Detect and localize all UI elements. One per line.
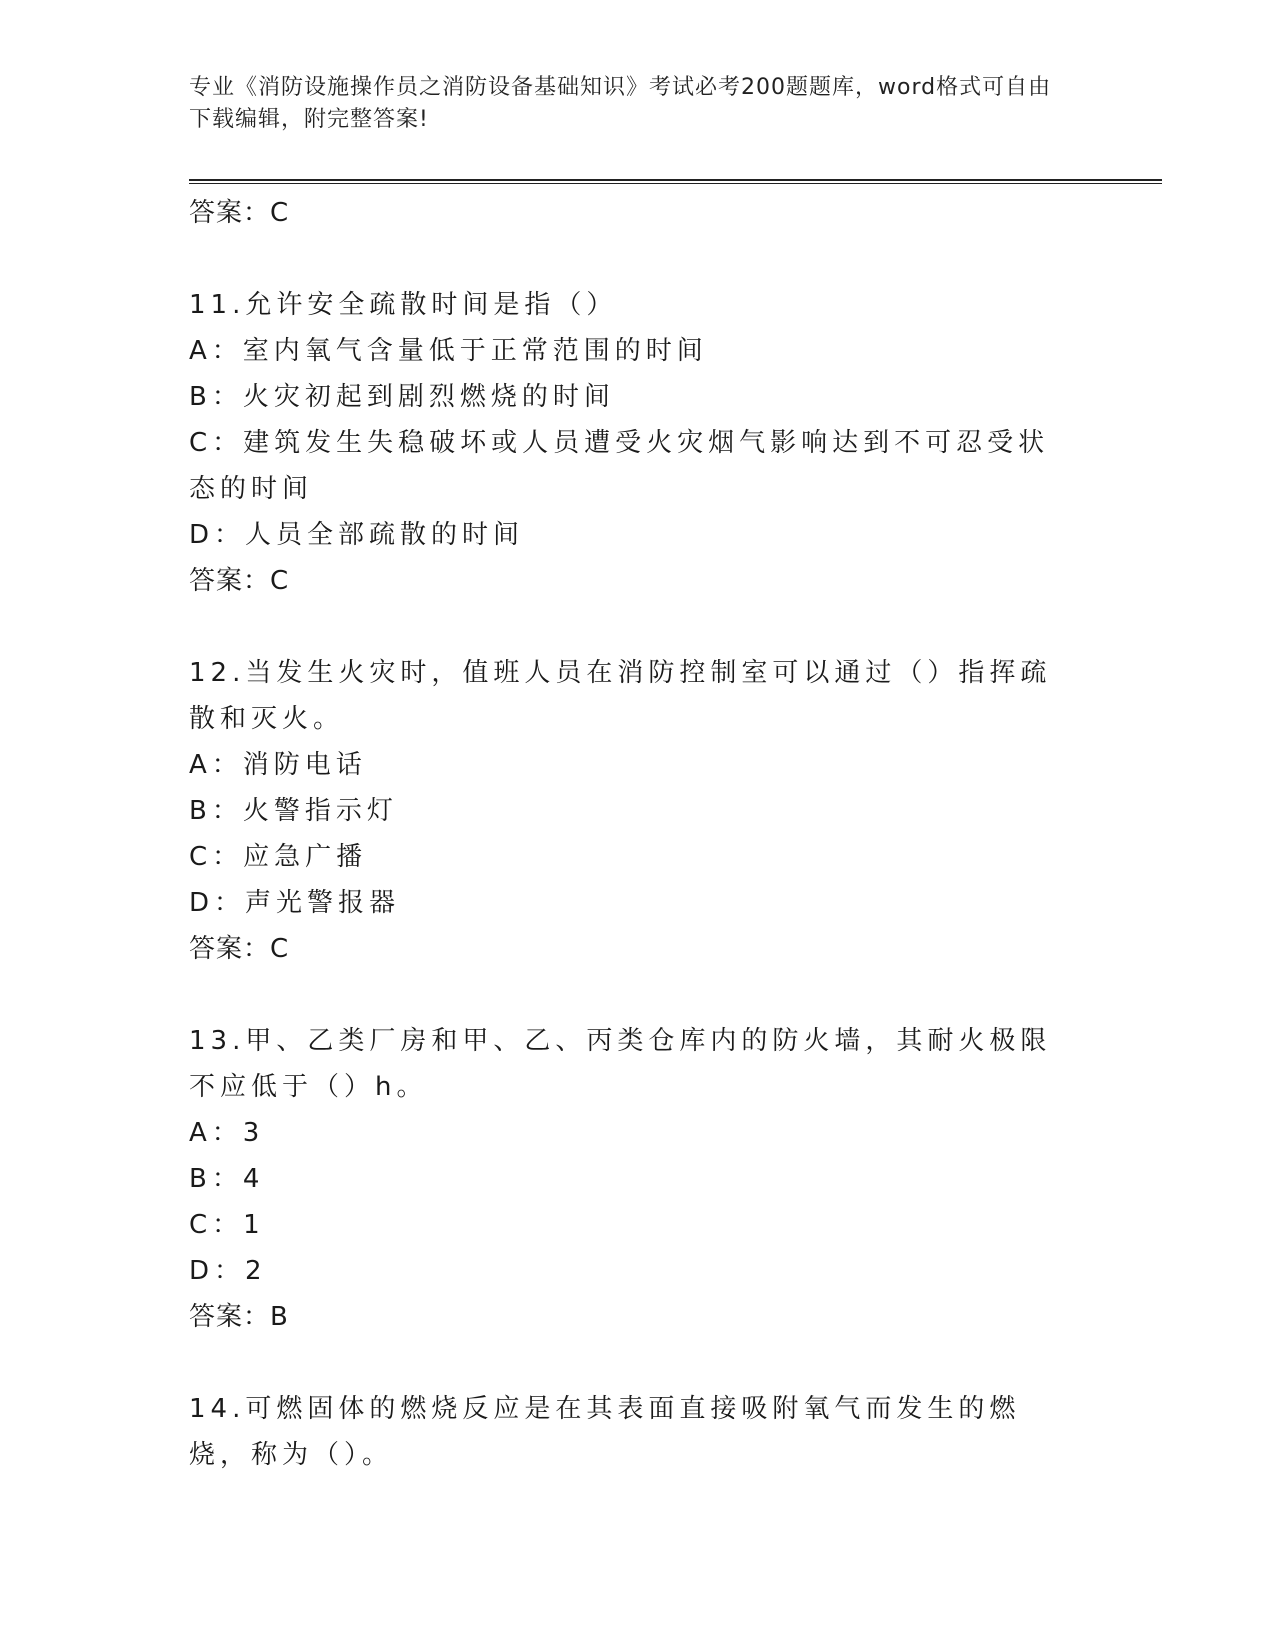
answer-line: 答案：C xyxy=(189,198,290,228)
question-block xyxy=(189,282,1089,604)
option-a: A：消防电话 xyxy=(189,750,367,780)
header-divider xyxy=(189,179,1162,184)
option-d: D：人员全部疏散的时间 xyxy=(189,520,525,550)
question-stem: 12.当发生火灾时，值班人员在消防控制室可以通过（）指挥疏散和灭火。 xyxy=(189,658,1052,734)
spacer xyxy=(189,236,1089,282)
option-b: B：4 xyxy=(189,1164,265,1194)
question-list xyxy=(189,190,1089,1478)
question-stem: 14.可燃固体的燃烧反应是在其表面直接吸附氧气而发生的燃烧，称为（）。 xyxy=(189,1394,1021,1470)
spacer xyxy=(189,972,1089,1018)
spacer xyxy=(189,604,1089,650)
answer-line: 答案：C xyxy=(189,566,290,596)
answer-line: 答案：C xyxy=(189,934,290,964)
spacer xyxy=(189,1340,1089,1386)
option-d: D：声光警报器 xyxy=(189,888,401,918)
question-block xyxy=(189,1018,1089,1340)
question-block xyxy=(189,650,1089,972)
option-c: C：建筑发生失稳破坏或人员遭受火灾烟气影响达到不可忍受状态的时间 xyxy=(189,428,1050,504)
option-a: A：室内氧气含量低于正常范围的时间 xyxy=(189,336,708,366)
option-c: C：应急广播 xyxy=(189,842,368,872)
question-block xyxy=(189,1386,1089,1478)
option-d: D：2 xyxy=(189,1256,267,1286)
answer-line: 答案：B xyxy=(189,1302,289,1332)
question-stem: 11.允许安全疏散时间是指（） xyxy=(189,290,618,320)
option-a: A：3 xyxy=(189,1118,265,1148)
option-b: B：火警指示灯 xyxy=(189,796,398,826)
option-c: C：1 xyxy=(189,1210,265,1240)
option-b: B：火灾初起到剧烈燃烧的时间 xyxy=(189,382,615,412)
page-header: 专业《消防设施操作员之消防设备基础知识》考试必考200题题库，word格式可自由下载编辑，附完整答案! xyxy=(189,75,1052,132)
question-stem: 13.甲、乙类厂房和甲、乙、丙类仓库内的防火墙，其耐火极限不应低于（）h。 xyxy=(189,1026,1052,1102)
